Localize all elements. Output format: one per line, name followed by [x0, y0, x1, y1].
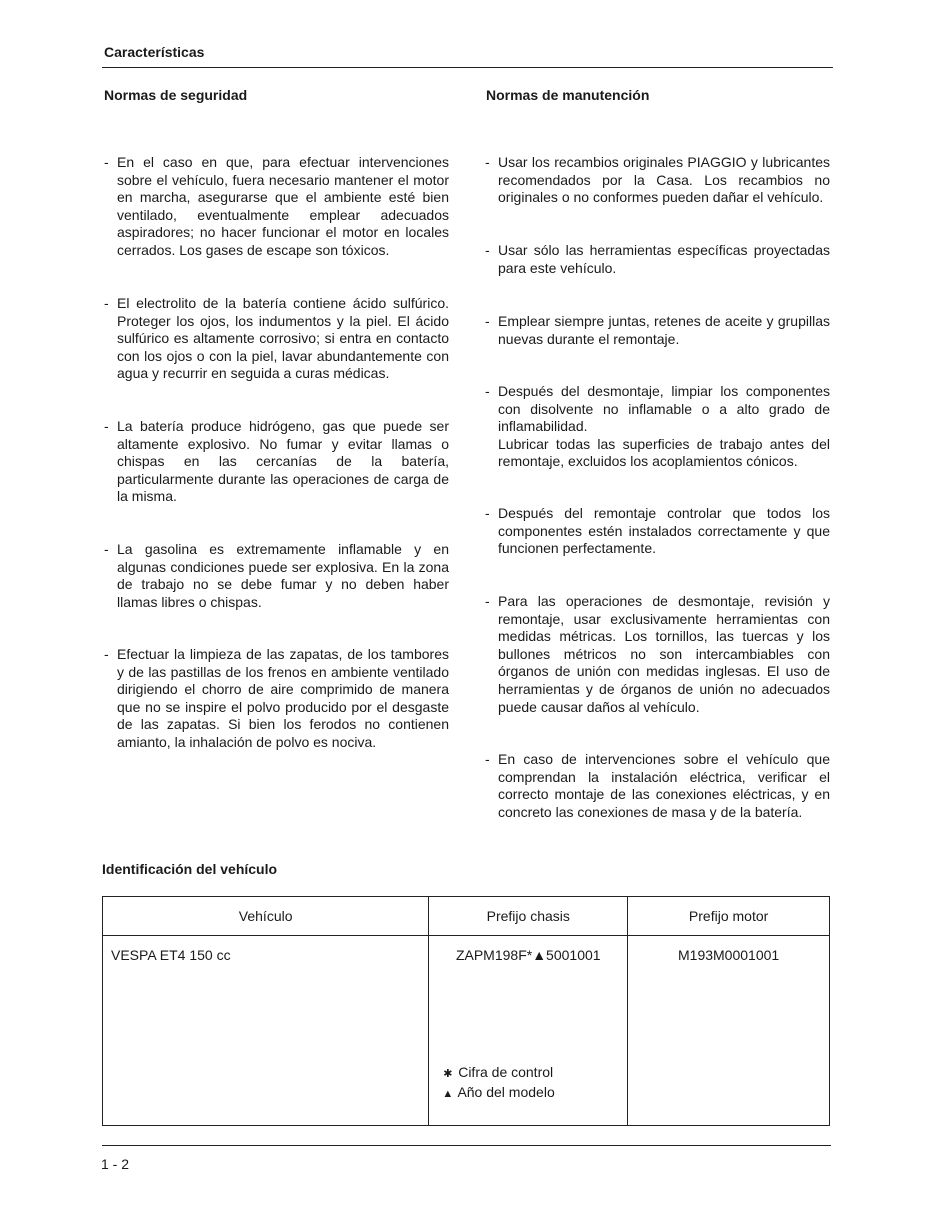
maintenance-heading: Normas de manutención [486, 87, 650, 103]
safety-rule-text: El electrolito de la batería contiene ácido sulfúrico. Proteger los ojos, los indumentos y la piel. El ácido sulfúrico es altamente corrosivo; si entra en contacto con los ojos o con la piel, lavar abundantemente con agua y recurrir en seguida a curas médicas. [117, 295, 449, 382]
bullet-dash: - [485, 154, 490, 170]
bullet-dash: - [104, 646, 109, 662]
note-text: Año del modelo [457, 1083, 555, 1100]
bullet-dash: - [485, 505, 490, 521]
safety-rule-text: La gasolina es extremamente inflamable y en algunas condiciones puede ser explosiva. En la zona de trabajo no se debe fumar y no deben haber llamas libres o chispas. [117, 541, 449, 610]
maintenance-rule [485, 751, 830, 821]
maintenance-rule-text: Para las operaciones de desmontaje, revisión y remontaje, usar exclusivamente herramientas con medidas métricas. Los tornillos, las tuercas y los bullones métricos no son intercambiables con órganos de unión con medidas inglesas. El uso de herramientas y de órganos de unión no adecuados puede causar daños al vehículo. [498, 593, 830, 715]
bullet-dash: - [104, 154, 109, 170]
engine-prefix-value: M193M0001001 [678, 947, 780, 963]
safety-rule-text: La batería produce hidrógeno, gas que puede ser altamente explosivo. No fumar y evitar llamas o chispas en las cercanías de la batería, particularmente durante las operaciones de carga de la misma. [117, 418, 449, 505]
bullet-dash: - [485, 751, 490, 767]
bullet-dash: - [104, 418, 109, 434]
safety-rule [104, 541, 449, 611]
vehicle-value: VESPA ET4 150 cc [111, 947, 231, 963]
bullet-dash: - [485, 242, 490, 258]
safety-rule-text: En el caso en que, para efectuar intervenciones sobre el vehículo, fuera necesario mantener el motor en marcha, asegurarse que el ambiente esté bien ventilado, eventualmente emplear adecuados aspiradores; no hacer funcionar el motor en locales cerrados. Los gases de escape son tóxicos. [117, 154, 449, 258]
column-header-chassis-prefix: Prefijo chasis [429, 897, 628, 936]
asterisk-icon: ✱ [443, 1068, 453, 1080]
maintenance-rule-paragraph: Después del desmontaje, limpiar los componentes con disolvente no inflamable o a alto grado de inflamabilidad. [498, 383, 830, 435]
bullet-dash: - [485, 593, 490, 609]
safety-heading: Normas de seguridad [104, 87, 248, 103]
header-rule [102, 67, 833, 68]
page-number: 1 - 2 [101, 1156, 130, 1172]
maintenance-rule [485, 593, 830, 716]
identification-title: Identificación del vehículo [102, 861, 278, 877]
triangle-icon: ▲ [442, 1087, 454, 1100]
maintenance-rule-text [498, 383, 830, 471]
note-text: Cifra de control [458, 1064, 554, 1080]
note-model-year [441, 1084, 554, 1104]
safety-rule [104, 295, 449, 383]
maintenance-rule-text: En caso de intervenciones sobre el vehículo que comprendan la instalación eléctrica, verificar el correcto montaje de las conexiones eléctricas, y en concreto las conexiones de masa y de la batería. [498, 751, 830, 820]
maintenance-rule-text: Emplear siempre juntas, retenes de aceite y grupillas nuevas durante el remontaje. [498, 313, 830, 347]
maintenance-rule-text: Usar los recambios originales PIAGGIO y lubricantes recomendados por la Casa. Los recambios no originales o no conformes pueden dañar el vehículo. [498, 154, 830, 206]
bullet-dash: - [485, 313, 490, 329]
maintenance-rule-paragraph: Lubricar todas las superficies de trabajo antes del remontaje, excluidos los acoplamientos cónicos. [498, 435, 830, 470]
safety-rule [104, 154, 449, 260]
bullet-dash: - [104, 295, 109, 311]
maintenance-rule [485, 313, 830, 348]
bullet-dash: - [485, 383, 490, 399]
note-control-digit [441, 1064, 554, 1084]
maintenance-rule [485, 242, 830, 277]
maintenance-rule-text: Después del remontaje controlar que todos los componentes estén instalados correctamente y que funcionen perfectamente. [498, 505, 830, 557]
chassis-notes [441, 1064, 554, 1103]
safety-rule [104, 646, 449, 752]
table-row [103, 936, 830, 1126]
column-header-engine-prefix: Prefijo motor [628, 897, 830, 936]
safety-rule [104, 418, 449, 506]
engine-prefix-cell [628, 936, 830, 1126]
maintenance-rule-text: Usar sólo las herramientas específicas proyectadas para este vehículo. [498, 242, 830, 276]
vehicle-identification-table [102, 896, 830, 1126]
safety-rule-text: Efectuar la limpieza de las zapatas, de los tambores y de las pastillas de los frenos en ambiente ventilado dirigiendo el chorro de aire comprimido de manera que no se inspire el polvo producido por el desgaste de las zapatas. Si bien los ferodos no contienen amianto, la inhalación de polvo es nociva. [117, 646, 449, 750]
maintenance-rule [485, 505, 830, 558]
column-header-vehicle: Vehículo [103, 897, 429, 936]
page-header-title: Características [104, 44, 205, 60]
vehicle-cell [103, 936, 429, 1126]
maintenance-rule [485, 154, 830, 207]
chassis-prefix-value: ZAPM198F*▲5001001 [455, 947, 601, 963]
footer-rule [102, 1145, 831, 1146]
chassis-prefix-cell [429, 936, 628, 1126]
maintenance-rule [485, 383, 830, 471]
bullet-dash: - [104, 541, 109, 557]
table-header-row [103, 897, 830, 936]
